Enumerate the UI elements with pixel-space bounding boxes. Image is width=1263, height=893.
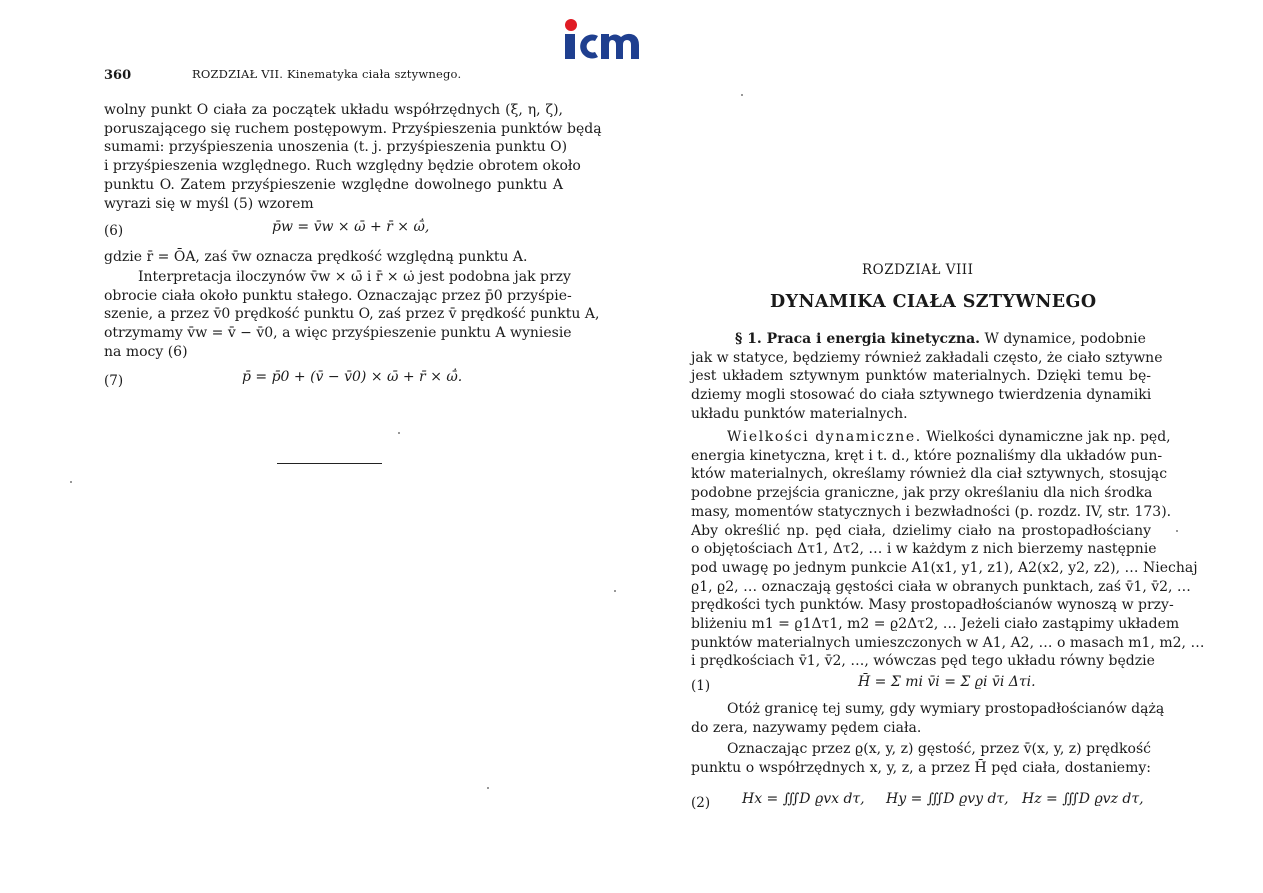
- density-paragraph: [691, 740, 1151, 777]
- equation-6: p̄w = v̄w × ω̄ + r̄ × ω̄̇,: [272, 219, 430, 235]
- text-line: i przyśpieszenia względnego. Ruch względny będzie obrotem około: [104, 158, 581, 175]
- scan-speck: [741, 94, 743, 96]
- left-paragraph-3: [104, 268, 600, 362]
- logo-letter-c: [580, 35, 598, 59]
- text-line: punktu O. Zatem przyśpieszenie względne dowolnego punktu A: [104, 176, 563, 193]
- scan-speck: [614, 590, 616, 592]
- page-number: 360: [104, 68, 132, 83]
- text-line: energia kinetyczna, kręt i t. d., które poznaliśmy dla układów pun-: [691, 447, 1163, 464]
- logo-letter-m: [601, 34, 639, 59]
- equation-number: (6): [104, 223, 124, 239]
- text-line: punktu o współrzędnych x, y, z, a przez H̄ pęd ciała, dostaniemy:: [691, 759, 1151, 776]
- scan-speck: [1176, 530, 1178, 532]
- text-line: Interpretacja iloczynów v̄w × ω̄ i r̄ × ω̇ jest podobna jak przy: [138, 269, 571, 285]
- text-line: Otóż granicę tej sumy, gdy wymiary prostopadłościanów dążą: [727, 701, 1165, 717]
- text-line: podobne przejścia graniczne, jak przy określaniu dla nich środka: [691, 485, 1153, 502]
- text-line: [691, 428, 1171, 447]
- left-paragraph-2: [104, 248, 563, 267]
- scan-speck: [487, 787, 489, 789]
- text-line: bliżeniu m1 = ϱ1Δτ1, m2 = ϱ2Δτ2, … Jeżeli ciało zastąpimy układem: [691, 616, 1180, 633]
- text-line: prędkości tych punktów. Masy prostopadłościanów wynoszą w przy-: [691, 597, 1174, 614]
- dynamic-quantities-paragraph: [691, 428, 1205, 671]
- text-line: punktów materialnych umieszczonych w A1, A2, … o masach m1, m2, …: [691, 634, 1205, 651]
- text-line: [691, 330, 1151, 349]
- text-line: Aby określić np. pęd ciała, dzielimy ciało na prostopadłościany: [691, 522, 1151, 539]
- section-label: § 1. Praca i energia kinetyczna.: [735, 331, 981, 347]
- text-line: i prędkościach v̄1, v̄2, …, wówczas pęd tego układu równy będzie: [691, 653, 1155, 670]
- chapter-title: DYNAMIKA CIAŁA SZTYWNEGO: [770, 292, 1097, 312]
- text-line: wyrazi się w myśl (5) wzorem: [104, 195, 314, 212]
- equation-number: (2): [691, 795, 711, 811]
- logo-stem-i: [565, 34, 575, 59]
- text-line: otrzymamy v̄w = v̄ − v̄0, a więc przyśpieszenie punktu A wyniesie: [104, 325, 572, 342]
- text-line: szenie, a przez v̄0 prędkość punktu O, zaś przez v̄ prędkość punktu A,: [104, 306, 600, 323]
- section-1-paragraph: [691, 330, 1163, 424]
- end-rule: [277, 463, 382, 464]
- limit-paragraph: [691, 700, 1165, 737]
- text-run: Wielkości dynamiczne jak np. pęd,: [926, 429, 1171, 445]
- text-line: dziemy mogli stosować do ciała sztywnego twierdzenia dynamiki: [691, 387, 1152, 404]
- text-line: któw materialnych, określamy również dla ciał sztywnych, stosując: [691, 466, 1168, 483]
- text-line: pod uwagę po jednym punkcie A1(x1, y1, z1), A2(x2, y2, z2), … Niechaj: [691, 559, 1198, 576]
- text-line: wolny punkt O ciała za początek układu współrzędnych (ξ, η, ζ),: [104, 102, 563, 118]
- text-line: do zera, nazywamy pędem ciała.: [691, 719, 922, 736]
- left-paragraph-1: [104, 101, 602, 213]
- text-line: obrocie ciała około punktu stałego. Oznaczając przez p̄0 przyśpie-: [104, 287, 572, 304]
- text-line: o objętościach Δτ1, Δτ2, … i w każdym z nich bierzemy następnie: [691, 541, 1157, 558]
- icm-logo: [561, 18, 643, 62]
- text-line: na mocy (6): [104, 343, 188, 360]
- text-line: gdzie r̄ = ŌA, zaś v̄w oznacza prędkość względną punktu A.: [104, 249, 528, 265]
- text-run: W dynamice, podobnie: [984, 331, 1146, 347]
- text-line: jak w statyce, będziemy również zakładali często, że ciało sztywne: [691, 349, 1163, 366]
- equation-1: H̄ = Σ mi v̄i = Σ ϱi v̄i Δτi.: [858, 674, 1036, 690]
- text-line: ϱ1, ϱ2, … oznaczają gęstości ciała w obranych punktach, zaś v̄1, v̄2, …: [691, 578, 1191, 595]
- chapter-heading: ROZDZIAŁ VIII: [862, 262, 974, 278]
- text-line: układu punktów materialnych.: [691, 405, 908, 422]
- scan-speck: [70, 481, 72, 483]
- scan-speck: [398, 432, 400, 434]
- equation-2-y: Hy = ∭D ϱvy dτ,: [886, 791, 1009, 807]
- equation-number: (7): [104, 373, 124, 389]
- text-line: jest układem sztywnym punktów materialnych. Dzięki temu bę-: [691, 368, 1151, 385]
- spaced-heading: Wielkości dynamiczne.: [727, 429, 922, 445]
- text-line: Oznaczając przez ϱ(x, y, z) gęstość, przez v̄(x, y, z) prędkość: [727, 741, 1151, 757]
- text-line: sumami: przyśpieszenia unoszenia (t. j. przyśpieszenia punktu O): [104, 139, 568, 156]
- equation-2-x: Hx = ∭D ϱvx dτ,: [742, 791, 865, 807]
- text-line: masy, momentów statycznych i bezwładności (p. rozdz. IV, str. 173).: [691, 503, 1172, 520]
- logo-dot: [565, 19, 577, 31]
- equation-number: (1): [691, 678, 711, 694]
- equation-7: p̄ = p̄0 + (v̄ − v̄0) × ω̄ + r̄ × ω̄̇.: [242, 369, 463, 385]
- running-head: ROZDZIAŁ VII. Kinematyka ciała sztywnego.: [192, 67, 462, 81]
- equation-2-z: Hz = ∭D ϱvz dτ,: [1022, 791, 1144, 807]
- text-line: poruszającego się ruchem postępowym. Przyśpieszenia punktów będą: [104, 120, 602, 137]
